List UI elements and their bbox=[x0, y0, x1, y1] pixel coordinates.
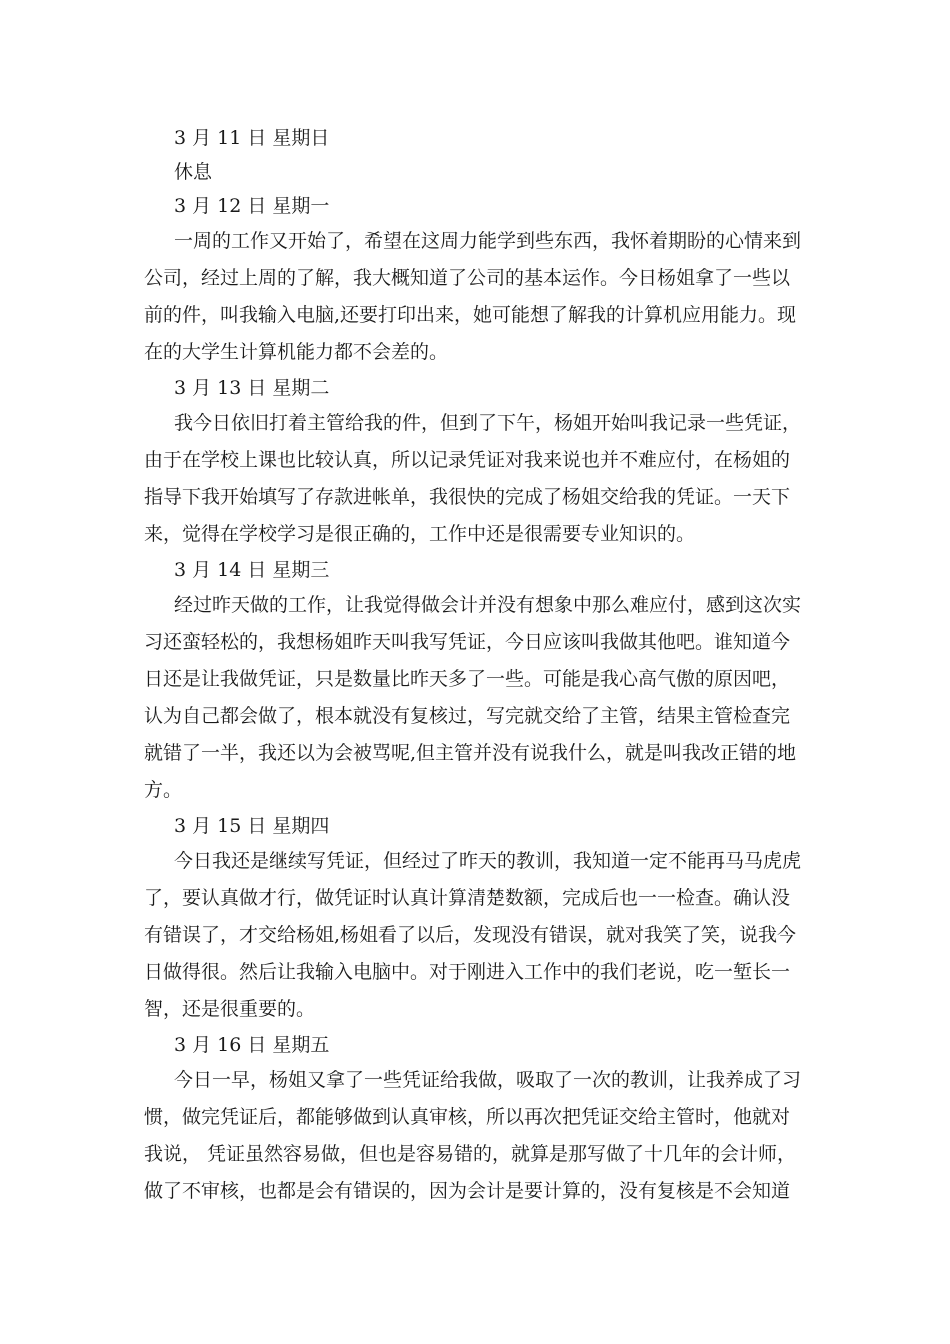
paragraph-line: 习还蛮轻松的，我想杨姐昨天叫我写凭证，今日应该叫我做其他吧。谁知道今 bbox=[144, 631, 791, 653]
paragraph-line: 公司，经过上周的了解，我大概知道了公司的基本运作。今日杨姐拿了一些以 bbox=[144, 267, 791, 289]
document-body bbox=[144, 121, 804, 1210]
paragraph-line: 惯，做完凭证后，都能够做到认真审核，所以再次把凭证交给主管时，他就对 bbox=[144, 1106, 791, 1128]
paragraph-line: 一周的工作又开始了，希望在这周力能学到些东西，我怀着期盼的心情来到 bbox=[174, 230, 802, 252]
paragraph-line: 经过昨天做的工作，让我觉得做会计并没有想象中那么难应付，感到这次实 bbox=[174, 594, 802, 616]
paragraph-line: 来，觉得在学校学习是很正确的，工作中还是很需要专业知识的。 bbox=[144, 523, 696, 545]
entry-paragraph bbox=[144, 405, 804, 553]
paragraph-line: 今日我还是继续写凭证，但经过了昨天的教训，我知道一定不能再马马虎虎 bbox=[174, 850, 802, 872]
paragraph-line: 智，还是很重要的。 bbox=[144, 998, 316, 1020]
paragraph-line: 我说， 凭证虽然容易做，但也是容易错的，就算是那写做了十几年的会计师， bbox=[144, 1143, 797, 1165]
paragraph-line: 有错误了，才交给杨姐,杨姐看了以后，发现没有错误，就对我笑了笑，说我今 bbox=[144, 924, 797, 946]
paragraph-line: 日做得很。然后让我输入电脑中。对于刚进入工作中的我们老说，吃一堑长一 bbox=[144, 961, 791, 983]
entry-date: 3 月 16 日 星期五 bbox=[174, 1034, 330, 1056]
paragraph-line: 日还是让我做凭证，只是数量比昨天多了一些。可能是我心高气傲的原因吧， bbox=[144, 668, 791, 690]
paragraph-line: 前的件，叫我输入电脑,还要打印出来，她可能想了解我的计算机应用能力。现 bbox=[144, 304, 797, 326]
paragraph-line: 在的大学生计算机能力都不会差的。 bbox=[144, 341, 449, 363]
entry-date: 3 月 15 日 星期四 bbox=[174, 815, 330, 837]
entry-paragraph bbox=[144, 1062, 804, 1210]
paragraph-line: 由于在学校上课也比较认真，所以记录凭证对我来说也并不难应付，在杨姐的 bbox=[144, 449, 791, 471]
paragraph-line: 做了不审核，也都是会有错误的，因为会计是要计算的，没有复核是不会知道 bbox=[144, 1180, 791, 1202]
entry-date: 3 月 13 日 星期二 bbox=[174, 377, 330, 399]
entry-text: 休息 bbox=[174, 161, 213, 183]
paragraph-line: 指导下我开始填写了存款进帐单，我很快的完成了杨姐交给我的凭证。一天下 bbox=[144, 486, 791, 508]
paragraph-line: 方。 bbox=[144, 779, 183, 801]
paragraph-line: 今日一早，杨姐又拿了一些凭证给我做，吸取了一次的教训，让我养成了习 bbox=[174, 1069, 802, 1091]
entry-paragraph bbox=[144, 223, 804, 371]
paragraph-line: 认为自己都会做了，根本就没有复核过，写完就交给了主管，结果主管检查完 bbox=[144, 705, 791, 727]
entry-paragraph bbox=[144, 843, 804, 1028]
paragraph-line: 了，要认真做才行，做凭证时认真计算清楚数额，完成后也一一检查。确认没 bbox=[144, 887, 791, 909]
entry-date: 3 月 11 日 星期日 bbox=[174, 127, 330, 149]
entry-date: 3 月 14 日 星期三 bbox=[174, 559, 330, 581]
paragraph-line: 我今日依旧打着主管给我的件，但到了下午，杨姐开始叫我记录一些凭证， bbox=[174, 412, 802, 434]
paragraph-line: 就错了一半，我还以为会被骂呢,但主管并没有说我什么，就是叫我改正错的地 bbox=[144, 742, 797, 764]
entry-date: 3 月 12 日 星期一 bbox=[174, 195, 330, 217]
entry-paragraph bbox=[144, 587, 804, 809]
